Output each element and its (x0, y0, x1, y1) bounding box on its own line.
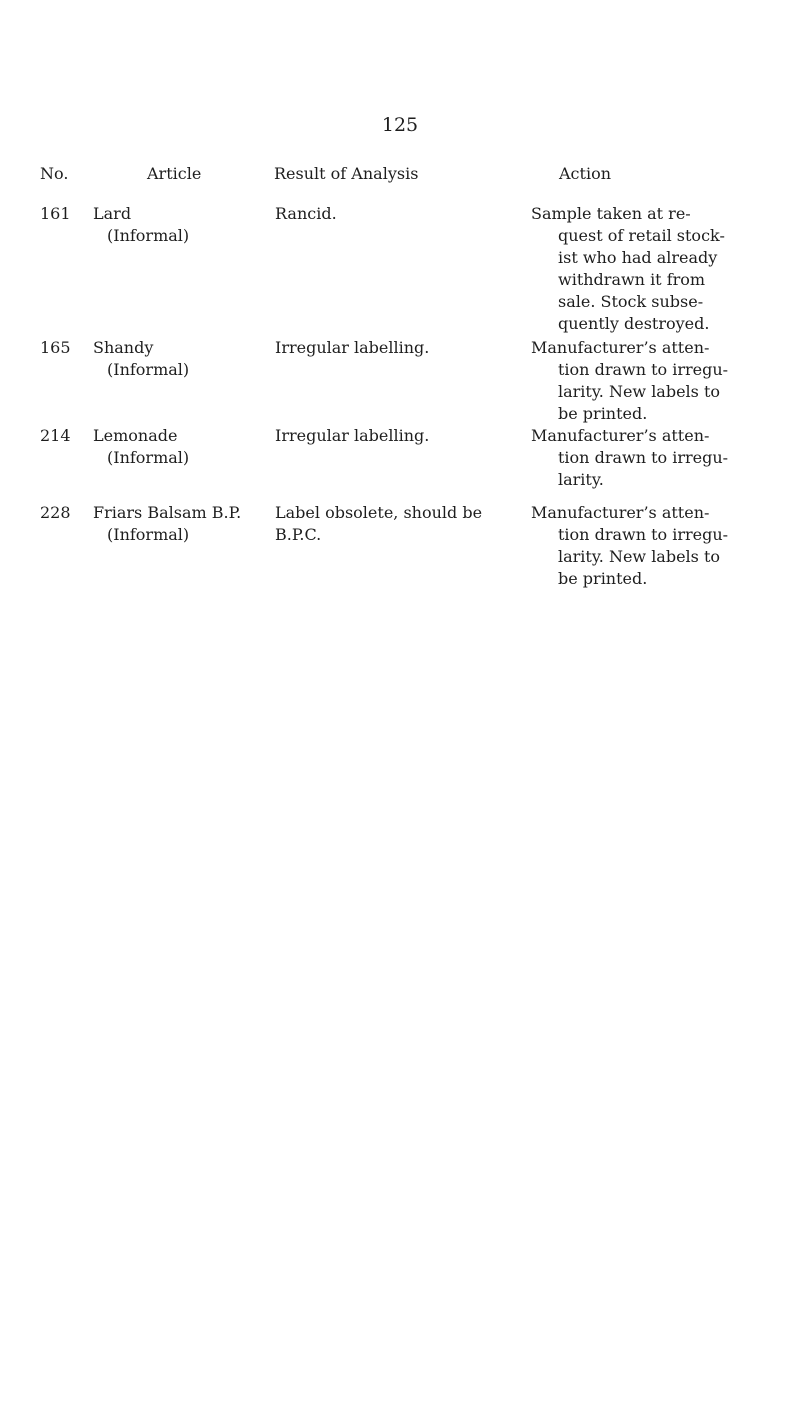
result-cell (275, 425, 513, 447)
header-article: Article (147, 164, 202, 183)
sample-number: 161 (40, 204, 71, 223)
result-cell (275, 337, 513, 359)
article-name: Lard (93, 204, 132, 223)
action-line: withdrawn it from (558, 270, 706, 289)
article-cell (93, 502, 273, 546)
action-line: Manufacturer’s atten- (531, 426, 710, 445)
action-line: sale. Stock subse- (558, 292, 704, 311)
result-line: B.P.C. (275, 525, 322, 544)
article-name: Lemonade (93, 426, 178, 445)
action-line: quently destroyed. (558, 314, 710, 333)
article-name: Shandy (93, 338, 154, 357)
result-line: Label obsolete, should be (275, 503, 483, 522)
article-cell (93, 203, 273, 247)
result-cell (275, 203, 513, 225)
action-line: be printed. (558, 569, 648, 588)
action-line: be printed. (558, 404, 648, 423)
action-line: quest of retail stock- (558, 226, 725, 245)
sample-number: 228 (40, 503, 71, 522)
article-name: Friars Balsam B.P. (93, 503, 242, 522)
action-line: ist who had already (558, 248, 718, 267)
sample-number: 214 (40, 426, 71, 445)
result-line: Irregular labelling. (275, 338, 430, 357)
sample-type: (Informal) (107, 226, 190, 245)
action-cell (531, 425, 771, 491)
article-cell (93, 337, 273, 381)
action-line: Sample taken at re- (531, 204, 691, 223)
sample-type: (Informal) (107, 448, 190, 467)
action-cell (531, 203, 771, 335)
action-line: Manufacturer’s atten- (531, 503, 710, 522)
sample-type: (Informal) (107, 360, 190, 379)
result-cell (275, 502, 513, 546)
action-line: larity. (558, 470, 604, 489)
action-cell (531, 337, 771, 425)
action-line: tion drawn to irregu- (558, 448, 729, 467)
action-line: larity. New labels to (558, 382, 721, 401)
sample-number: 165 (40, 338, 71, 357)
sample-type: (Informal) (107, 525, 190, 544)
action-cell (531, 502, 771, 590)
action-line: tion drawn to irregu- (558, 360, 729, 379)
action-line: larity. New labels to (558, 547, 721, 566)
header-action: Action (559, 164, 611, 183)
header-result-of-analysis: Result of Analysis (274, 164, 419, 183)
action-line: tion drawn to irregu- (558, 525, 729, 544)
result-line: Irregular labelling. (275, 426, 430, 445)
action-line: Manufacturer’s atten- (531, 338, 710, 357)
result-line: Rancid. (275, 204, 337, 223)
page-number: 125 (381, 114, 419, 136)
article-cell (93, 425, 273, 469)
header-no: No. (40, 164, 69, 183)
